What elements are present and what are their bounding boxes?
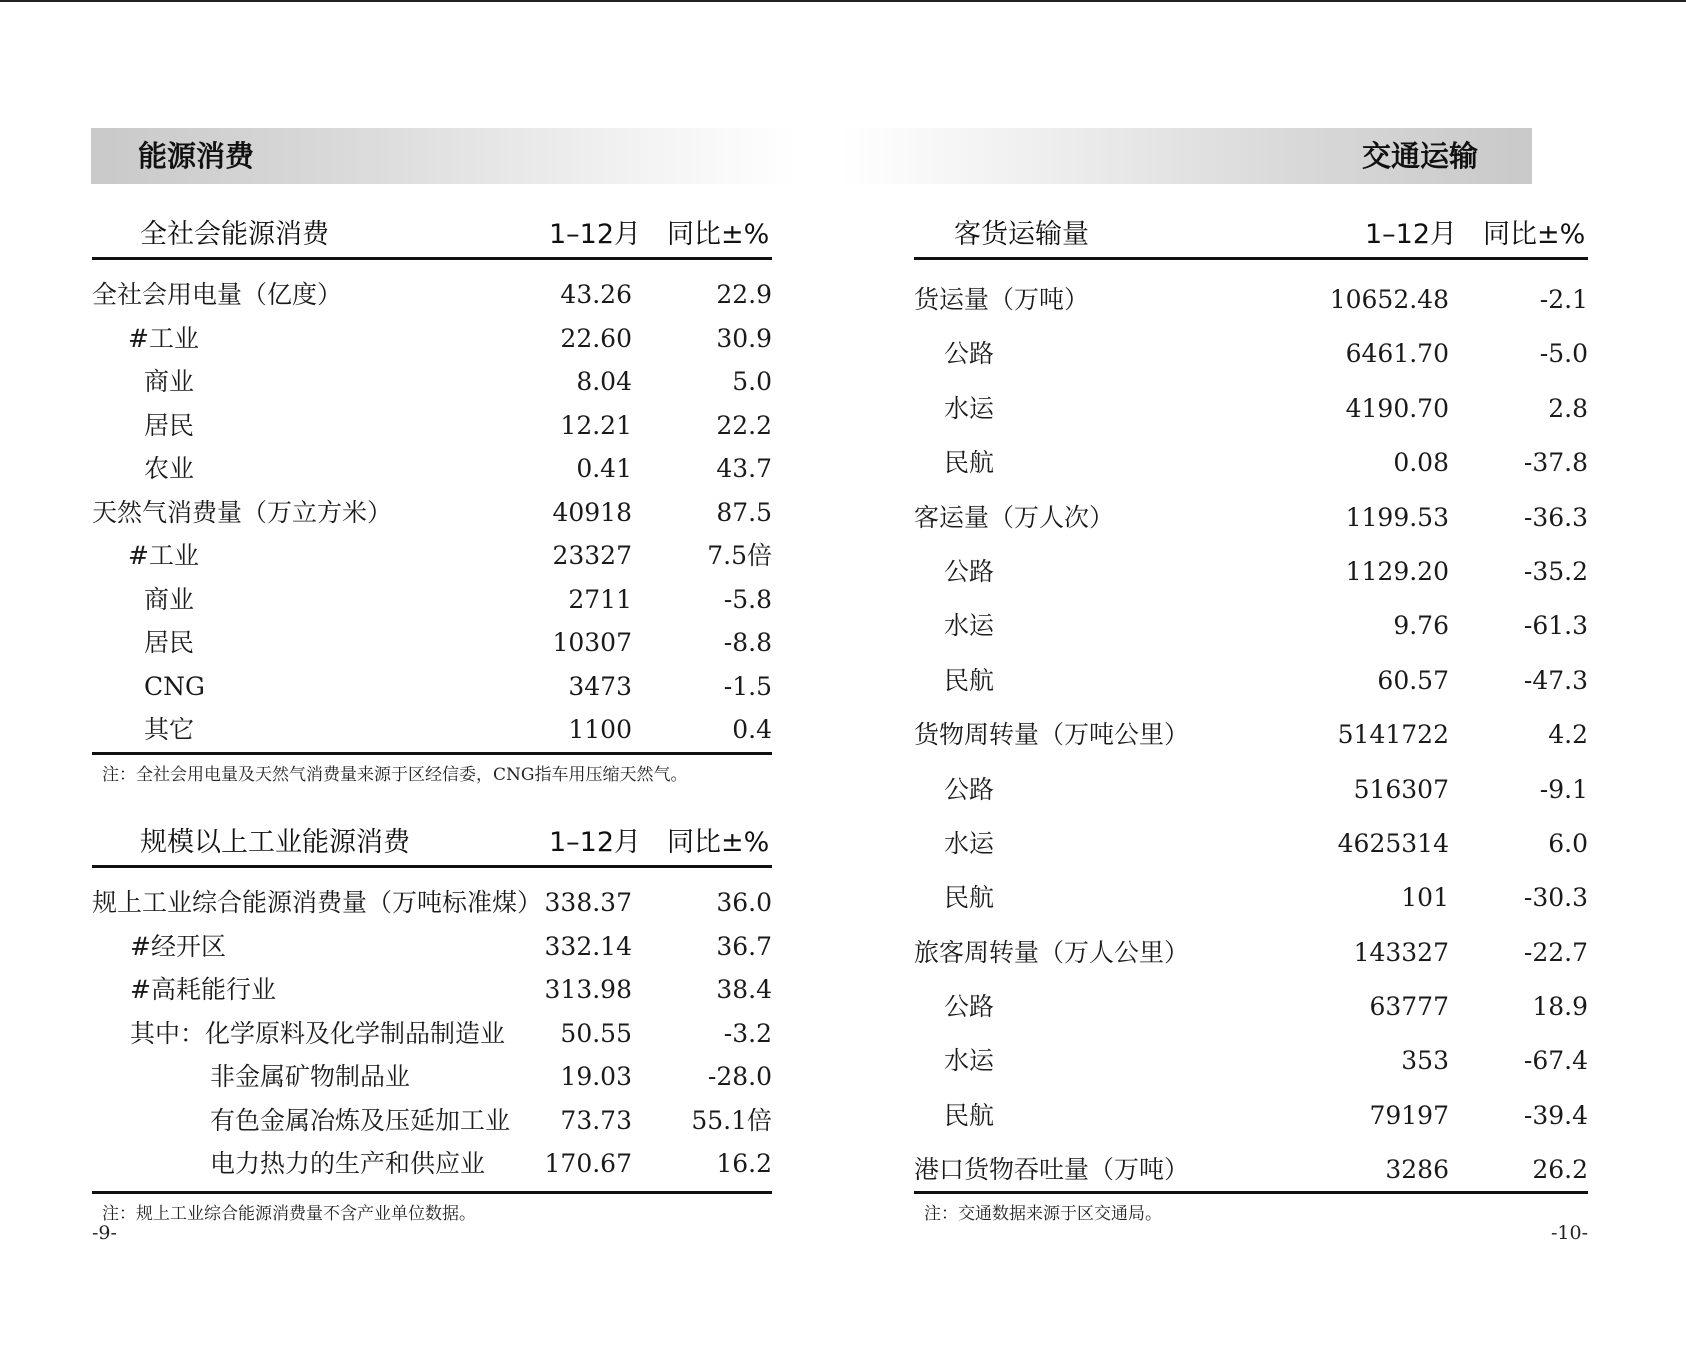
row-value-period: 4190.70 — [1345, 393, 1449, 423]
row-label: 全社会用电量（亿度） — [92, 280, 343, 309]
row-value-yoy: 4.2 — [1548, 720, 1588, 750]
row-value-period: 8.04 — [576, 367, 632, 396]
table-end-rule — [92, 1191, 772, 1194]
row-value-yoy: 2.8 — [1548, 393, 1588, 423]
row-value-yoy: -39.4 — [1523, 1100, 1588, 1130]
row-label: #工业 — [128, 323, 199, 353]
row-value-period: 23327 — [552, 541, 632, 570]
row-value-period: 1100 — [568, 715, 632, 744]
row-value-period: 63777 — [1369, 992, 1449, 1022]
header-rule — [92, 257, 772, 260]
row-label: 公路 — [944, 339, 995, 369]
table-row — [92, 1099, 772, 1143]
table-row — [914, 545, 1588, 599]
table-title: 规模以上工业能源消费 — [140, 827, 410, 858]
row-value-yoy: -30.3 — [1523, 883, 1588, 913]
row-value-period: 101 — [1401, 883, 1449, 913]
table-row — [914, 763, 1588, 817]
table-row — [92, 404, 772, 448]
row-value-yoy: 30.9 — [716, 323, 772, 353]
row-label: 非金属矿物制品业 — [210, 1062, 411, 1091]
table-row — [92, 447, 772, 491]
table-row — [92, 968, 772, 1012]
row-value-yoy: -47.3 — [1523, 665, 1588, 695]
table-row — [914, 436, 1588, 490]
row-value-yoy: -36.3 — [1523, 502, 1588, 532]
table-row — [914, 273, 1588, 327]
table-title: 全社会能源消费 — [140, 219, 329, 250]
row-value-period: 43.26 — [560, 280, 632, 309]
energy-rows — [92, 273, 772, 752]
row-value-yoy: 36.0 — [716, 888, 772, 917]
row-value-period: 73.73 — [560, 1105, 632, 1135]
row-value-period: 19.03 — [560, 1062, 632, 1091]
row-label: 水运 — [944, 393, 995, 423]
row-value-period: 3473 — [568, 671, 632, 701]
row-value-period: 4625314 — [1337, 828, 1449, 858]
table-row — [92, 360, 772, 404]
row-label: 水运 — [944, 828, 995, 858]
table-row — [914, 382, 1588, 436]
row-value-period: 22.60 — [560, 323, 632, 353]
row-value-period: 2711 — [568, 584, 632, 614]
table-row — [914, 926, 1588, 980]
row-label: 公路 — [944, 992, 995, 1022]
row-value-yoy: -5.8 — [723, 584, 772, 614]
row-label: 农业 — [144, 454, 195, 483]
row-value-yoy: -37.8 — [1523, 448, 1588, 478]
row-label: #高耗能行业 — [130, 975, 276, 1004]
row-value-yoy: 6.0 — [1548, 828, 1588, 858]
row-label: 水运 — [944, 1046, 995, 1076]
row-label: CNG — [144, 671, 205, 701]
row-label: 民航 — [944, 1100, 995, 1130]
row-value-period: 60.57 — [1377, 665, 1449, 695]
row-label: 居民 — [144, 410, 195, 440]
row-label: #经开区 — [130, 931, 226, 961]
table-title: 客货运输量 — [954, 219, 1089, 250]
table-row — [914, 1034, 1588, 1088]
row-value-yoy: -2.1 — [1539, 285, 1588, 314]
row-label: 商业 — [144, 584, 195, 614]
row-label: 民航 — [944, 665, 995, 695]
table-row — [914, 654, 1588, 708]
row-value-yoy: -5.0 — [1539, 339, 1588, 369]
table-row — [92, 665, 772, 709]
section-banner-transport: 交通运输 — [838, 128, 1532, 184]
row-value-period: 10307 — [552, 628, 632, 657]
row-value-yoy: 36.7 — [716, 931, 772, 961]
row-value-yoy: 7.5倍 — [707, 541, 772, 570]
column-header-period: 1–12月 — [549, 219, 642, 250]
table-row — [92, 925, 772, 969]
table-row — [914, 327, 1588, 381]
row-label: 旅客周转量（万人公里） — [914, 937, 1190, 967]
table-row — [92, 621, 772, 665]
page-number: -9- — [92, 1222, 117, 1244]
header-rule — [92, 865, 772, 868]
table-note: 注：规上工业综合能源消费量不含产业单位数据。 — [102, 1204, 476, 1224]
table-row — [92, 491, 772, 535]
row-value-period: 332.14 — [544, 931, 632, 961]
row-label: 天然气消费量（万立方米） — [92, 497, 393, 527]
row-value-period: 170.67 — [544, 1149, 632, 1178]
row-value-period: 1129.20 — [1345, 556, 1449, 586]
table-row — [92, 1012, 772, 1056]
row-value-period: 6461.70 — [1345, 339, 1449, 369]
table-row — [914, 871, 1588, 925]
row-label: 其它 — [144, 715, 195, 744]
table-header-transport — [914, 210, 1588, 260]
transport-rows — [914, 273, 1588, 1198]
row-value-period: 12.21 — [560, 410, 632, 440]
row-value-period: 9.76 — [1393, 611, 1449, 641]
row-value-yoy: -22.7 — [1523, 937, 1588, 967]
row-value-yoy: 38.4 — [716, 975, 772, 1004]
row-value-yoy: 26.2 — [1532, 1155, 1588, 1185]
row-value-yoy: -61.3 — [1523, 611, 1588, 641]
row-value-yoy: 55.1倍 — [691, 1105, 772, 1135]
row-label: 其中：化学原料及化学制品制造业 — [130, 1018, 506, 1048]
table-note: 注：全社会用电量及天然气消费量来源于区经信委，CNG指车用压缩天然气。 — [102, 765, 688, 785]
table-row — [92, 534, 772, 578]
table-row — [92, 273, 772, 317]
row-value-period: 1199.53 — [1345, 502, 1449, 532]
row-label: #工业 — [128, 541, 199, 570]
row-value-yoy: 87.5 — [716, 497, 772, 527]
table-row — [92, 1055, 772, 1099]
row-value-yoy: -3.2 — [723, 1018, 772, 1048]
table-end-rule — [914, 1191, 1588, 1194]
table-row — [92, 317, 772, 361]
column-header-period: 1–12月 — [549, 827, 642, 858]
row-label: 公路 — [944, 774, 995, 804]
row-label: 货运量（万吨） — [914, 285, 1090, 314]
table-note: 注：交通数据来源于区交通局。 — [924, 1204, 1162, 1224]
table-row — [914, 980, 1588, 1034]
table-row — [92, 708, 772, 752]
row-value-period: 5141722 — [1337, 720, 1449, 750]
row-label: 民航 — [944, 883, 995, 913]
row-label: 电力热力的生产和供应业 — [210, 1149, 486, 1178]
column-header-yoy: 同比±% — [667, 827, 770, 858]
row-value-yoy: 22.9 — [716, 280, 772, 309]
header-rule — [914, 257, 1588, 260]
section-banner-energy: 能源消费 — [91, 128, 798, 184]
row-value-period: 40918 — [552, 497, 632, 527]
table-header-industrial-energy — [92, 818, 772, 868]
row-label: 水运 — [944, 611, 995, 641]
column-header-yoy: 同比±% — [667, 219, 770, 250]
column-header-period: 1–12月 — [1365, 219, 1458, 250]
row-value-yoy: 22.2 — [716, 410, 772, 440]
row-label: 规上工业综合能源消费量（万吨标准煤） — [92, 888, 543, 917]
industrial-energy-rows — [92, 881, 772, 1186]
row-label: 居民 — [144, 628, 195, 657]
top-border — [0, 0, 1686, 2]
row-value-yoy: 0.4 — [732, 715, 772, 744]
table-row — [92, 881, 772, 925]
row-value-yoy: 5.0 — [732, 367, 772, 396]
row-value-yoy: 18.9 — [1532, 992, 1588, 1022]
row-value-yoy: -35.2 — [1523, 556, 1588, 586]
table-row — [914, 599, 1588, 653]
row-label: 货物周转量（万吨公里） — [914, 720, 1190, 750]
row-value-period: 50.55 — [560, 1018, 632, 1048]
row-value-yoy: -9.1 — [1539, 774, 1588, 804]
row-label: 公路 — [944, 556, 995, 586]
row-value-yoy: -28.0 — [707, 1062, 772, 1091]
table-row — [92, 578, 772, 622]
table-end-rule — [92, 752, 772, 755]
table-row — [914, 491, 1588, 545]
row-value-yoy: -67.4 — [1523, 1046, 1588, 1076]
page-number: -10- — [1550, 1222, 1588, 1244]
row-value-yoy: 43.7 — [716, 454, 772, 483]
row-value-period: 0.08 — [1393, 448, 1449, 478]
column-header-yoy: 同比±% — [1483, 219, 1586, 250]
row-label: 民航 — [944, 448, 995, 478]
row-label: 港口货物吞吐量（万吨） — [914, 1155, 1190, 1185]
table-row — [914, 1143, 1588, 1197]
row-value-period: 143327 — [1353, 937, 1449, 967]
row-value-period: 79197 — [1369, 1100, 1449, 1130]
row-label: 商业 — [144, 367, 195, 396]
row-value-period: 0.41 — [576, 454, 632, 483]
row-label: 客运量（万人次） — [914, 502, 1115, 532]
row-value-period: 353 — [1401, 1046, 1449, 1076]
row-value-period: 3286 — [1385, 1155, 1449, 1185]
row-value-period: 516307 — [1353, 774, 1449, 804]
row-value-period: 10652.48 — [1329, 285, 1449, 314]
table-row — [914, 708, 1588, 762]
row-value-yoy: -8.8 — [723, 628, 772, 657]
table-header-energy — [92, 210, 772, 260]
row-value-period: 338.37 — [544, 888, 632, 917]
row-value-yoy: 16.2 — [716, 1149, 772, 1178]
row-value-period: 313.98 — [544, 975, 632, 1004]
table-row — [914, 1089, 1588, 1143]
row-value-yoy: -1.5 — [723, 671, 772, 701]
table-row — [92, 1142, 772, 1186]
table-row — [914, 817, 1588, 871]
row-label: 有色金属冶炼及压延加工业 — [210, 1105, 511, 1135]
